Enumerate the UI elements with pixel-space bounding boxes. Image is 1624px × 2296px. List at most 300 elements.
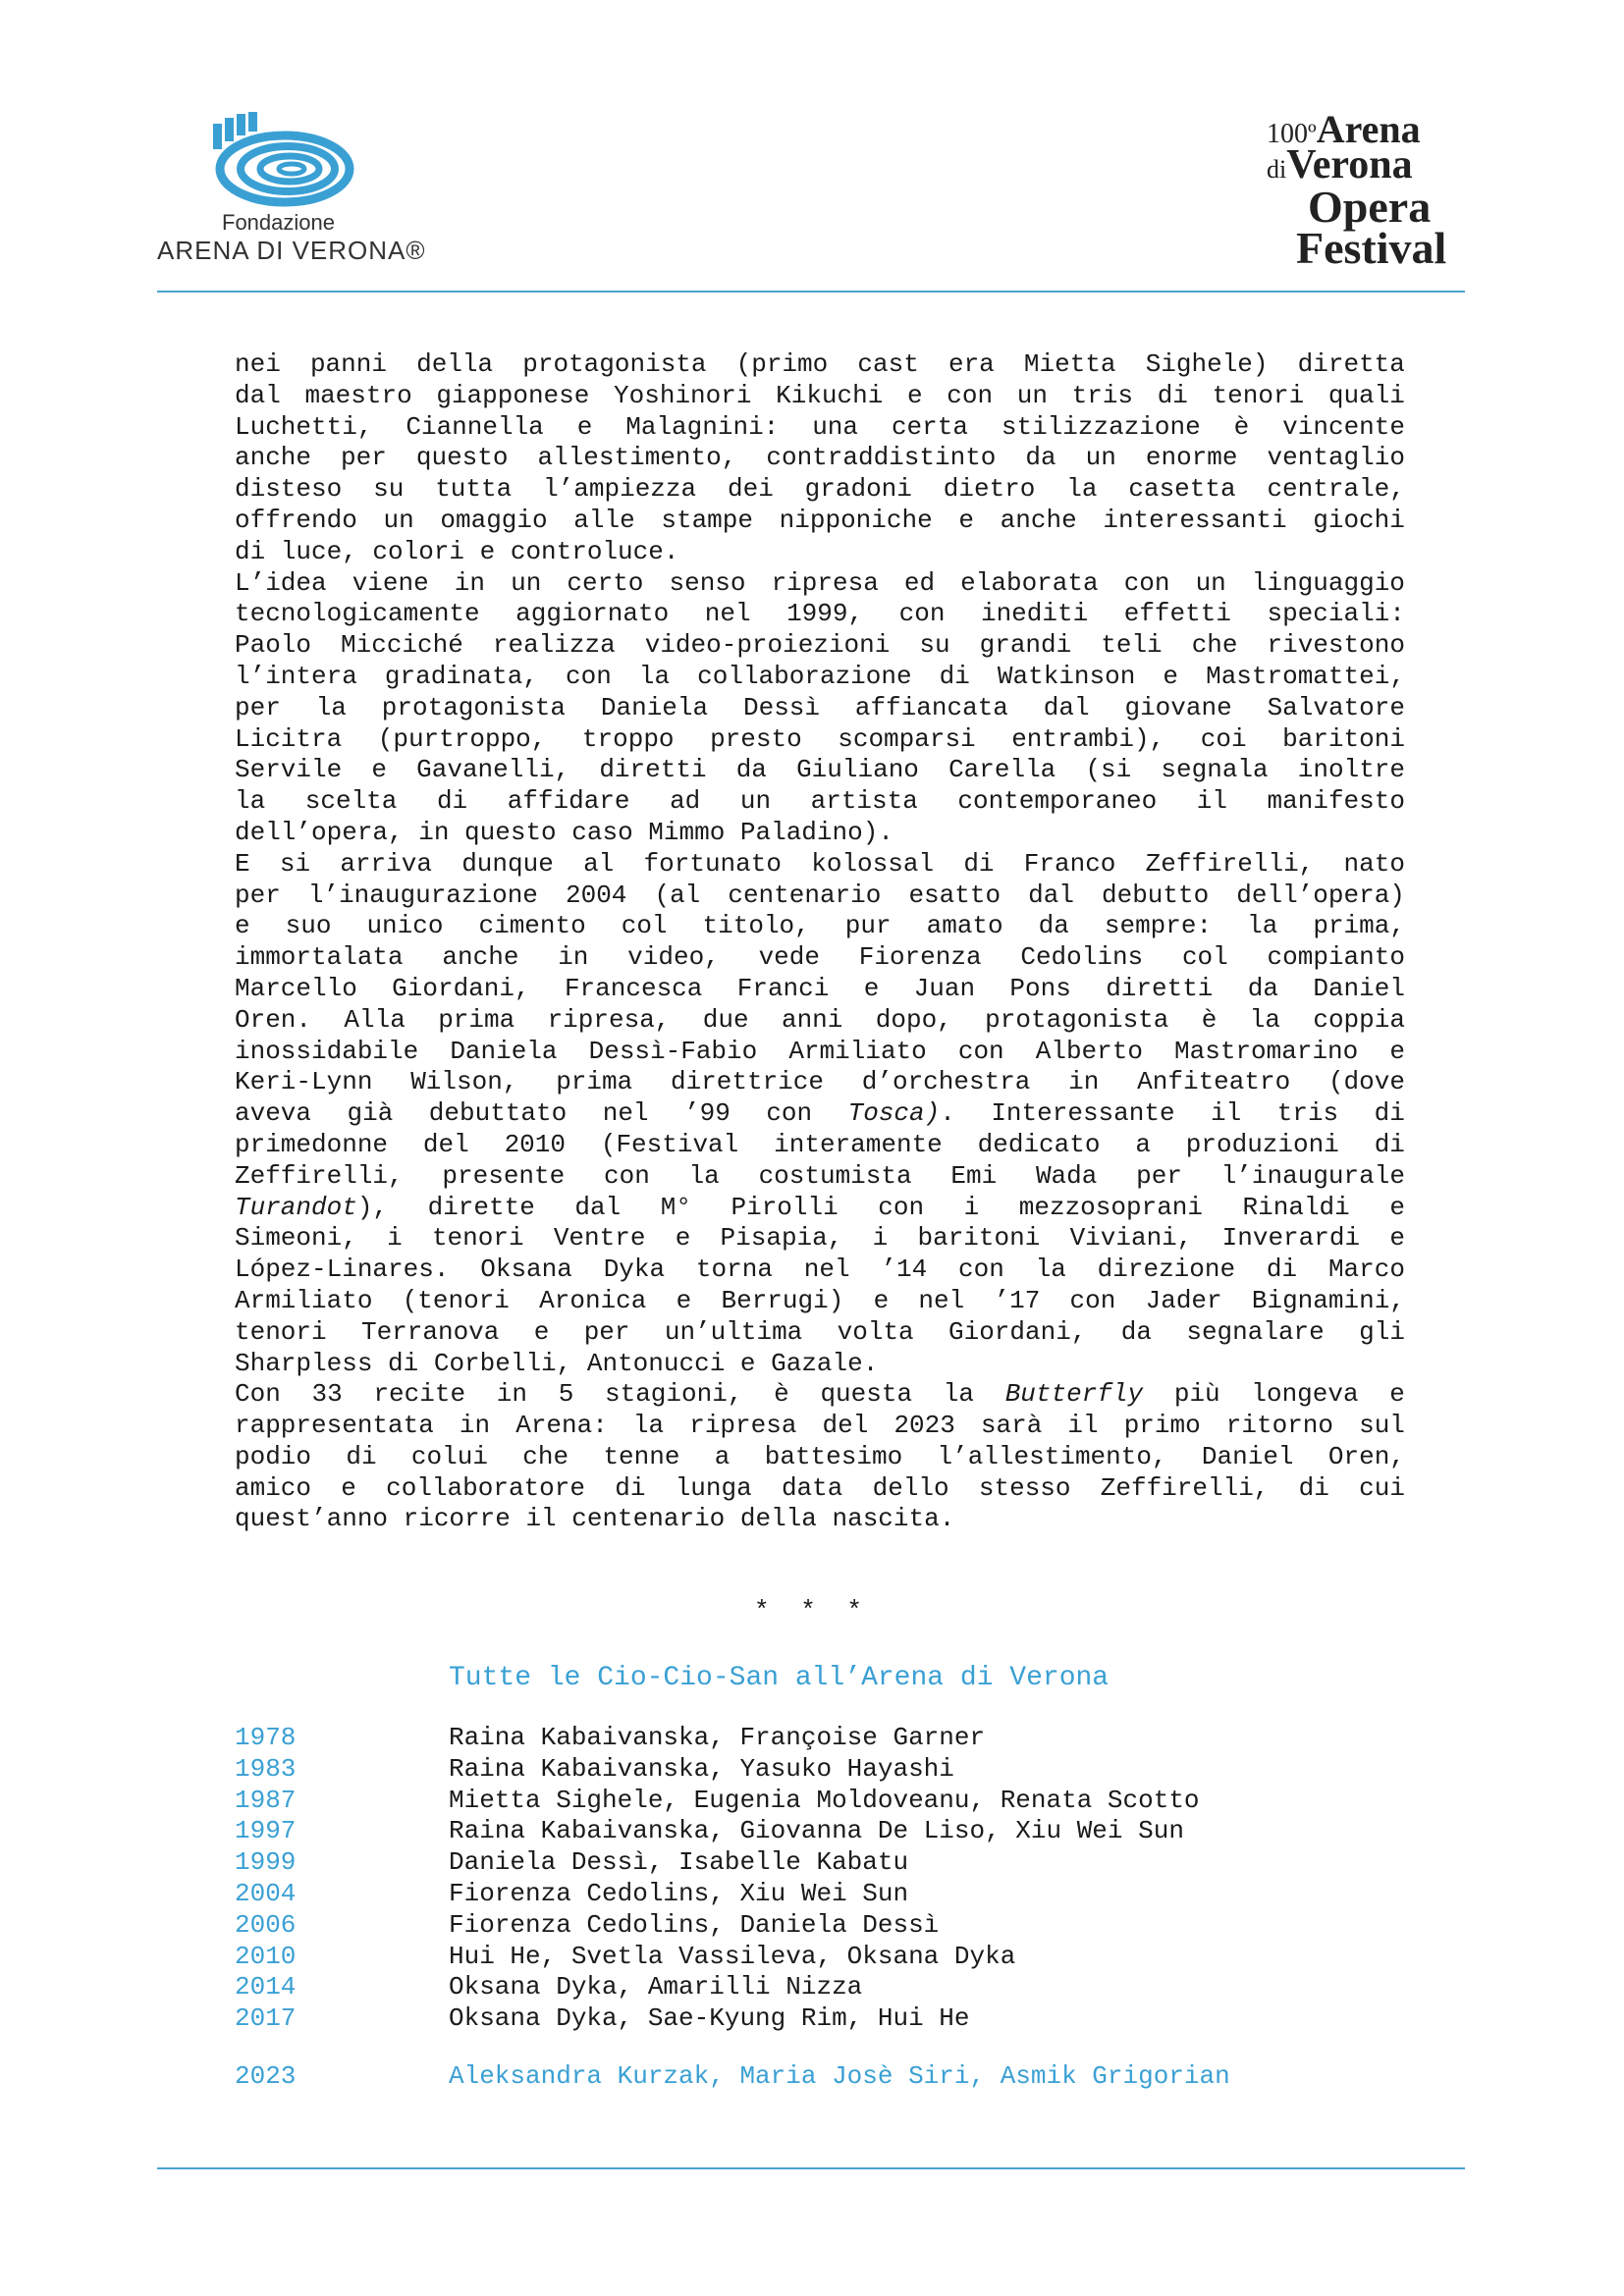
word: vede [758,942,820,973]
word: dal [574,1192,622,1222]
word: vincente [1282,411,1405,442]
word: video, [627,942,720,973]
word: Watkinson [997,661,1136,691]
word: suo [285,911,332,941]
word: dietro [943,474,1036,505]
word: nascita. [832,1504,955,1534]
word: l’inaugurazione [307,880,538,910]
arena-rings-icon [211,110,358,208]
word: Zeffirelli, [235,1160,404,1191]
word: Franco [1023,848,1116,879]
word: Gavanelli, [416,755,570,785]
word: che [1191,630,1238,661]
word: dal [1028,880,1074,910]
cast-row [235,1847,1413,1879]
word: omaggio [440,505,548,535]
word: grandi [979,630,1072,661]
word: tenori [431,1223,524,1254]
word: il [1211,1098,1242,1129]
word: 5 [558,1379,574,1410]
word: Oren, [1327,1441,1405,1471]
cast-row [235,1972,1413,2003]
word: Alberto [1035,1036,1143,1066]
word: Zeffirelli, [1100,1472,1270,1503]
word: al [583,848,615,879]
text-line [235,818,1405,849]
text-line [235,1037,1405,1068]
word: e [479,536,496,566]
word: fortunato [643,848,782,879]
word: amico [235,1472,312,1503]
cast-year: 1978 [235,1723,297,1752]
word: enorme [1145,443,1238,473]
word: in [1068,1067,1100,1097]
word: giochi [1313,505,1405,535]
text-line [235,630,1405,662]
word: tris [1071,380,1134,410]
word: dello [872,1472,949,1503]
word: Ciannella [406,411,544,442]
cast-names: Raina Kabaivanska, Yasuko Hayashi [449,1753,954,1784]
word: disteso [235,474,343,505]
word: centenario [728,880,882,910]
logo-line-festival: Festival [1296,223,1447,273]
word: ed [903,567,936,598]
word: Interessante [991,1098,1175,1129]
word: Rinaldi [1242,1192,1350,1222]
word: elaborata [960,567,1099,598]
word: diretta [1297,349,1405,379]
word: cimento [478,911,586,941]
word: cui [1359,1472,1405,1503]
word: Pisapia, [720,1223,843,1254]
word: linguaggio [1251,567,1405,598]
word: Marco [1327,1255,1405,1285]
word: 2023 [893,1411,955,1441]
word: di [963,848,995,879]
word: dal [235,380,281,410]
word: tecnologicamente [235,599,480,629]
word: e [1389,1379,1405,1410]
text-line [235,1504,1405,1535]
word: Tosca). [847,1098,955,1129]
word: anche [1000,505,1077,535]
word: cast [857,349,919,379]
word: Terranova [360,1316,500,1347]
word: affiancata [854,692,1008,722]
word: Sighele) [1145,349,1269,379]
cast-row [235,1879,1413,1910]
word: troppo [581,723,675,754]
word: anche [442,942,519,973]
word: la [1249,1004,1280,1035]
word: nel [918,1285,965,1315]
word: anche [235,443,312,473]
word: Pons [1009,973,1071,1003]
word: da [1120,1316,1152,1347]
word: affidare [507,786,630,817]
word: Luchetti, [235,411,373,442]
word: e [1163,661,1179,691]
word: l’allestimento, [937,1441,1167,1471]
opera-festival-logo [1267,106,1463,273]
word: nel [704,599,751,629]
word: con [947,380,994,410]
cast-names: Mietta Sighele, Eugenia Moldoveanu, Renata Scotto [449,1785,1200,1815]
word: Mastromarino [1174,1036,1359,1066]
logo-line-opera: Opera [1308,182,1432,232]
word: un [1195,567,1226,598]
word: direttrice [670,1067,824,1097]
word: aveva [235,1098,312,1129]
cast-names: Raina Kabaivanska, Giovanna De Liso, Xiu Wei Sun [449,1816,1184,1846]
word: Bignamini, [1251,1285,1405,1315]
word: (purtroppo, [377,723,547,754]
word: ’17 [994,1285,1041,1315]
text-line [235,1473,1405,1505]
word: controluce. [510,536,679,566]
word: coppia [1313,1004,1405,1035]
word: prima [556,1067,633,1097]
word: un’ultima [664,1316,803,1347]
word: aggiornato [515,599,670,629]
word: Daniel [1201,1441,1294,1471]
word: contemporaneo [957,786,1158,817]
word: in [418,817,450,847]
word: diretti [599,755,707,785]
word: protagonista [381,692,567,722]
word: unico [366,911,444,941]
word: a [714,1441,731,1471]
word: con [565,661,612,691]
word: senso [669,567,746,598]
word: López-Linares. [235,1255,450,1285]
text-line [235,1130,1405,1161]
word: i [387,1223,403,1254]
word: Mastromattei, [1206,661,1405,691]
word: Malagnini: [625,411,780,442]
word: diretti [1106,973,1214,1003]
text-line [235,881,1405,912]
word: protagonista [985,1004,1169,1035]
cast-year: 1987 [235,1785,297,1815]
word: da [735,755,767,785]
word: nel [803,1255,850,1285]
word: Viviani, [1069,1223,1193,1254]
text-line [235,786,1405,818]
word: direzione [1097,1255,1236,1285]
word: dei [727,474,774,505]
word: e [863,973,880,1003]
word: questa [820,1379,913,1410]
word: debutto [1102,880,1210,910]
word: la [688,1160,720,1191]
word: della [416,349,494,379]
word: del [422,1129,469,1159]
word: di [1298,1472,1329,1503]
word: Dessì-Fabio [588,1036,758,1066]
word: (si [1085,755,1132,785]
word: Servile [235,755,343,785]
word: Turandot), [235,1192,389,1222]
word: panni [309,349,387,379]
word: battesimo [764,1441,903,1471]
word: ripresa [689,1411,797,1441]
word: quest’anno [235,1504,389,1534]
word: 1999, [786,599,864,629]
text-line [235,942,1405,974]
word: e [1389,1036,1405,1066]
word: e [958,505,974,535]
word: la [315,692,347,722]
word: dirette [427,1192,535,1222]
word: Con [235,1379,281,1410]
word: Dyka [603,1255,666,1285]
word: caso [571,817,633,847]
word: collaboratore [386,1472,585,1503]
text-line [235,662,1405,693]
word: un [383,505,414,535]
word: baritoni [917,1223,1041,1254]
word: da [1025,443,1056,473]
word: stilizzazione [1001,411,1201,442]
cast-names: Fiorenza Cedolins, Xiu Wei Sun [449,1878,909,1908]
word: e [739,1348,756,1378]
word: tenori [1212,380,1305,410]
word: dedicato [977,1129,1101,1159]
word: e [576,411,593,442]
word: Keri-Lynn [235,1067,373,1097]
word: viene [352,567,429,598]
word: Aronica [539,1285,647,1315]
cast-row [235,1910,1413,1942]
word: ad [670,786,701,817]
word: L’idea [235,567,327,598]
word: segnalare [1186,1316,1325,1347]
word: Micciché [341,630,463,661]
word: per [235,880,281,910]
word: anni [781,1004,843,1035]
text-line [235,724,1405,756]
word: da [1247,973,1278,1003]
word: 2004 [565,880,627,910]
word: contraddistinto [766,443,997,473]
word: col [621,911,668,941]
word: per [1136,1160,1182,1191]
word: sul [1359,1411,1405,1441]
word: che [522,1441,569,1471]
word: dal [1043,692,1090,722]
word: Giordani, [948,1316,1087,1347]
word: presto [710,723,802,754]
word: di [235,536,266,566]
word: interamente [774,1129,943,1159]
word: scomparsi [838,723,976,754]
word: Daniel [1313,973,1405,1003]
word: Licitra [235,723,343,754]
word: Emi [950,1160,998,1191]
cast-year: 1983 [235,1753,297,1784]
word: inediti [980,599,1089,629]
word: compianto [1267,942,1405,973]
word: il [525,1504,557,1534]
word: certo [567,567,644,598]
word: recite [373,1379,466,1410]
word: Armiliato [235,1285,373,1315]
word: Giuliano [796,755,919,785]
word: baritoni [1282,723,1405,754]
word: kolossal [811,848,935,879]
word: per [583,1316,630,1347]
cast-year: 1997 [235,1816,297,1846]
word: costumista [758,1160,912,1191]
word: Juan [913,973,976,1003]
word: longeva [1251,1379,1359,1410]
word: allestimento, [537,443,737,473]
text-line [235,911,1405,942]
word: Antonucci [586,1348,726,1378]
word: nei [235,349,281,379]
word: mezzosoprani [1018,1192,1203,1222]
word: Paolo [235,630,312,661]
word: con [1123,567,1170,598]
word: E [235,848,250,879]
word: titolo, [702,911,810,941]
word: podio [235,1441,312,1471]
word: Fiorenza [858,942,982,973]
word: si [279,848,311,879]
word: Ventre [553,1223,646,1254]
word: e [341,1472,356,1503]
logo-line-arena: 100ºArena [1267,107,1421,151]
text-line [235,474,1405,506]
word: Gazale. [771,1348,879,1378]
word: dopo, [875,1004,952,1035]
word: con [604,1160,650,1191]
word: amato [926,911,1003,941]
word: il [1067,1411,1099,1441]
word: certa [891,411,968,442]
word: data [781,1472,843,1503]
cast-names: Oksana Dyka, Sae-Kyung Rim, Hui He [449,2003,970,2034]
text-line [235,443,1405,474]
word: in [454,567,486,598]
cast-year: 2006 [235,1909,297,1940]
word: con [878,1192,925,1222]
word: inoltre [1297,755,1405,785]
cast-year: 2023 [235,2060,297,2091]
word: già [347,1098,394,1129]
text-line [235,755,1405,786]
text-line [235,974,1405,1005]
word: centrale, [1267,474,1405,505]
word: primedonne [235,1129,389,1159]
word: la [235,786,266,817]
text-line [235,381,1405,412]
word: quali [1327,380,1405,410]
word: tenne [603,1441,680,1471]
word: dell’opera) [1236,880,1405,910]
word: effetti [1123,599,1231,629]
cast-names: Aleksandra Kurzak, Maria Josè Siri, Asmik Grigorian [449,2060,1230,2091]
word: rappresentata [235,1411,434,1441]
cast-row [235,1754,1413,1786]
word: Salvatore [1267,692,1405,722]
text-line [235,1005,1405,1037]
word: Berrugi) [721,1285,844,1315]
word: Pirolli [731,1192,839,1222]
cast-year: 1999 [235,1847,297,1878]
word: Sharpless [235,1348,373,1378]
word: speciali: [1267,599,1405,629]
word: interessanti [1103,505,1287,535]
word: e [676,1285,692,1315]
word: per [341,443,387,473]
text-line [235,1379,1405,1411]
text-line [235,1317,1405,1349]
word: l’inaugurale [1220,1160,1405,1191]
text-line [235,1411,1405,1442]
word: Francesca [564,973,703,1003]
word: Oren. [235,1004,312,1035]
text-line [235,1161,1405,1193]
word: di [1266,1255,1298,1285]
cast-names: Daniela Dessì, Isabelle Kabatu [449,1847,909,1878]
word: la [632,1411,665,1441]
word: produzioni [1185,1129,1339,1159]
word: dunque [461,848,554,879]
word: torna [695,1255,773,1285]
word: (tenori [402,1285,510,1315]
word: M° [660,1192,691,1222]
word: lunga [675,1472,752,1503]
word: colui [410,1441,488,1471]
word: nipponiche [779,505,933,535]
logo-line-verona: diVerona [1267,142,1413,187]
logo-arena-text: ARENA DI VERONA® [157,236,426,265]
word: Paladino). [739,817,893,847]
word: e [1389,1192,1405,1222]
word: e [533,1316,550,1347]
cast-names: Fiorenza Cedolins, Daniela Dessì [449,1909,940,1940]
word: un [1085,443,1116,473]
word: Mietta [1023,349,1116,379]
word: tenori [235,1316,327,1347]
word: con [957,1036,1004,1066]
word: e [371,755,387,785]
word: Yoshinori [614,380,752,410]
word: Corbelli, [433,1348,572,1378]
text-line [235,1442,1405,1473]
word: gradoni [804,474,912,505]
word: gradinata, [384,661,538,691]
word: su [919,630,950,661]
word: di [346,1441,377,1471]
cast-names: Raina Kabaivanska, Françoise Garner [449,1723,986,1752]
word: Simeoni, [235,1223,357,1254]
word: di [1374,1098,1405,1129]
word: rivestono [1267,630,1405,661]
word: i [872,1223,889,1254]
word: i [963,1192,980,1222]
word: primo [1123,1411,1201,1441]
word: con [1069,1285,1116,1315]
word: la [1247,911,1278,941]
text-line [235,1223,1405,1255]
word: in [558,942,589,973]
word: con [766,1098,813,1129]
text-line [235,1193,1405,1224]
